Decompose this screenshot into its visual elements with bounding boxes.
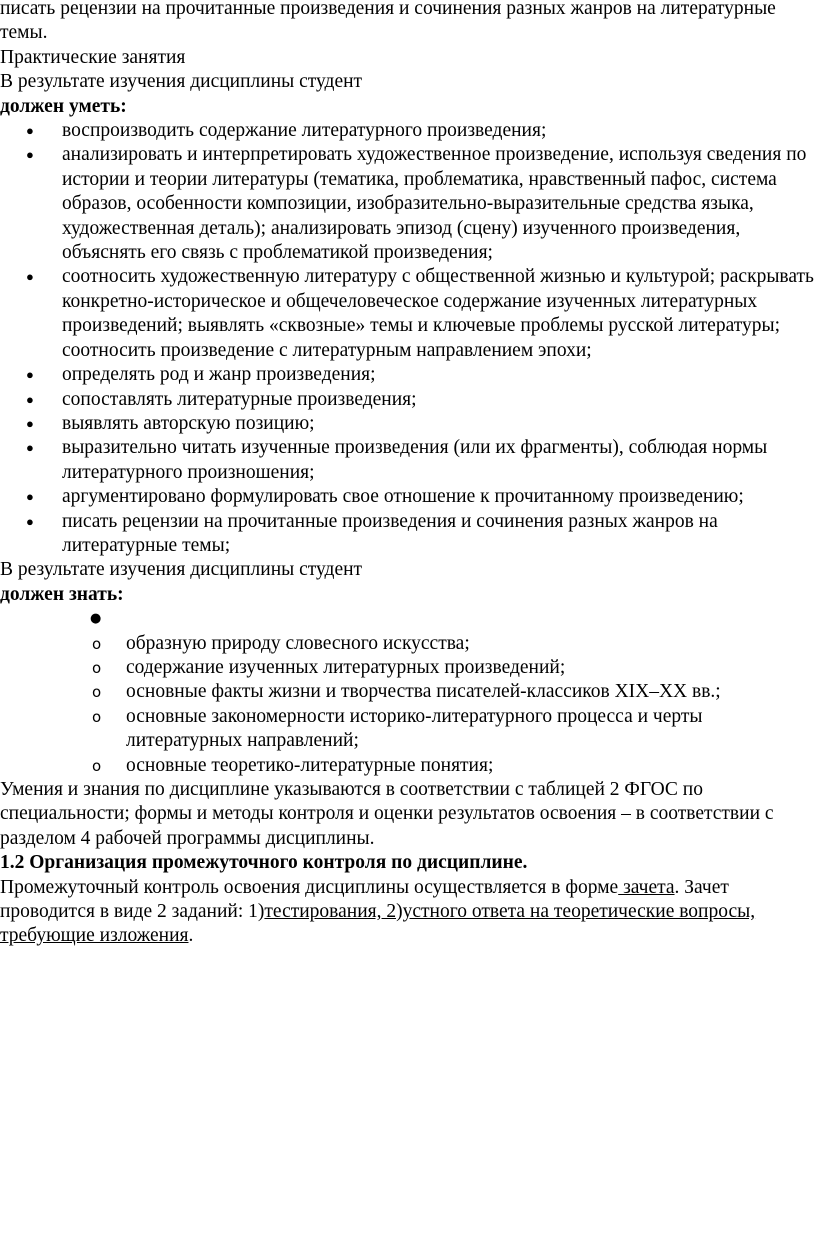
bullet-icon: ● [26,269,34,285]
list-item [0,363,816,387]
list-item-text: анализировать и интерпретировать художественное произведение, используя сведения по истории и теории литературы (тематика, проблематика, нравственный пафос, система образов, особенности композиции, изобразительно-выразительные средства языка, художественная деталь); анализировать эпизод (сцену) изученного произведения, объяснять его связь с проблематикой произведения; [62,144,807,264]
standards-paragraph: Умения и знания по дисциплине указываются в соответствии с таблицей 2 ФГОС по специальности; формы и методы контроля и оценки результатов освоения – в соответствии с разделом 4 рабочей программы дисциплины. [0,778,774,849]
list-item-text: основные факты жизни и творчества писателей-классиков XIX–XX вв.; [126,681,721,703]
bullet-icon: ● [26,367,34,383]
knowledge-heading: должен знать: [0,583,124,605]
list-item-text: воспроизводить содержание литературного произведения; [62,120,547,142]
skills-list [0,119,816,558]
list-item-text: определять род и жанр произведения; [62,364,376,386]
study-result-line: В результате изучения дисциплины студент [0,71,363,93]
list-item [0,265,816,363]
list-item-text: соотносить художественную литературу с общественной жизнью и культурой; раскрывать конкретно-историческое и общечеловеческое содержание изученных литературных произведений; выявлять «сквозные» темы и ключевые проблемы русской литературы; соотносить произведение с литературным направлением эпохи; [62,266,814,361]
list-item [0,436,816,485]
list-item [0,705,816,754]
bullet-icon: ● [26,513,34,529]
bullet-icon: ● [90,611,102,627]
list-item-text: содержание изученных литературных произведений; [126,656,566,678]
list-item [0,680,816,704]
control-text-part: . Зачет проводится в виде 2 заданий: 1) [0,876,729,923]
intro-line-continuation: писать рецензии на прочитанные произведения и сочинения разных жанров на литературные темы. [0,0,776,44]
list-item-text: основные теоретико-литературные понятия; [126,754,494,776]
bullet-icon: ● [26,391,34,407]
list-item-text: основные закономерности историко-литературного процесса и черты литературных направлений; [126,705,703,752]
bullet-icon: ● [26,415,34,431]
control-form-underlined: зачета [618,876,675,898]
bullet-icon: ● [26,123,34,139]
list-item-text: аргументировано формулировать свое отношение к прочитанному произведению; [62,486,744,508]
bullet-icon: ● [26,147,34,163]
bullet-icon: ● [26,489,34,505]
skills-heading: должен уметь: [0,95,127,117]
list-item-text: выразительно читать изученные произведения (или их фрагменты), соблюдая нормы литературного произношения; [62,437,768,483]
control-paragraph [0,876,816,949]
list-item-text: сопоставлять литературные произведения; [62,388,417,410]
bullet-icon: ● [26,440,34,456]
control-text-part: . [188,925,194,947]
list-item [0,510,816,559]
list-item [0,754,816,778]
list-item [0,412,816,436]
list-item [0,607,816,631]
control-text-part: Промежуточный контроль освоения дисциплины осуществляется в форме [0,876,619,898]
list-item [0,632,816,656]
circle-bullet-icon: o [92,756,102,775]
circle-bullet-icon: o [92,634,102,653]
practical-lessons-line: Практические занятия [0,46,186,68]
list-item-text: писать рецензии на прочитанные произведения и сочинения разных жанров на литературные темы; [62,510,718,556]
circle-bullet-icon: o [92,683,102,702]
knowledge-intro-line: В результате изучения дисциплины студент [0,559,363,581]
circle-bullet-icon: o [92,707,102,726]
list-item [0,656,816,680]
list-item-text: выявлять авторскую позицию; [62,412,315,434]
list-item [0,119,816,143]
circle-bullet-icon: o [92,658,102,677]
list-item-text: образную природу словесного искусства; [126,632,470,654]
knowledge-list [0,607,816,778]
list-item [0,143,816,265]
control-tasks-underlined: тестирования, 2)устного ответа на теоретические вопросы, требующие изложения [0,901,756,947]
list-item [0,388,816,412]
section-heading: 1.2 Организация промежуточного контроля по дисциплине. [0,852,528,874]
list-item [0,485,816,509]
